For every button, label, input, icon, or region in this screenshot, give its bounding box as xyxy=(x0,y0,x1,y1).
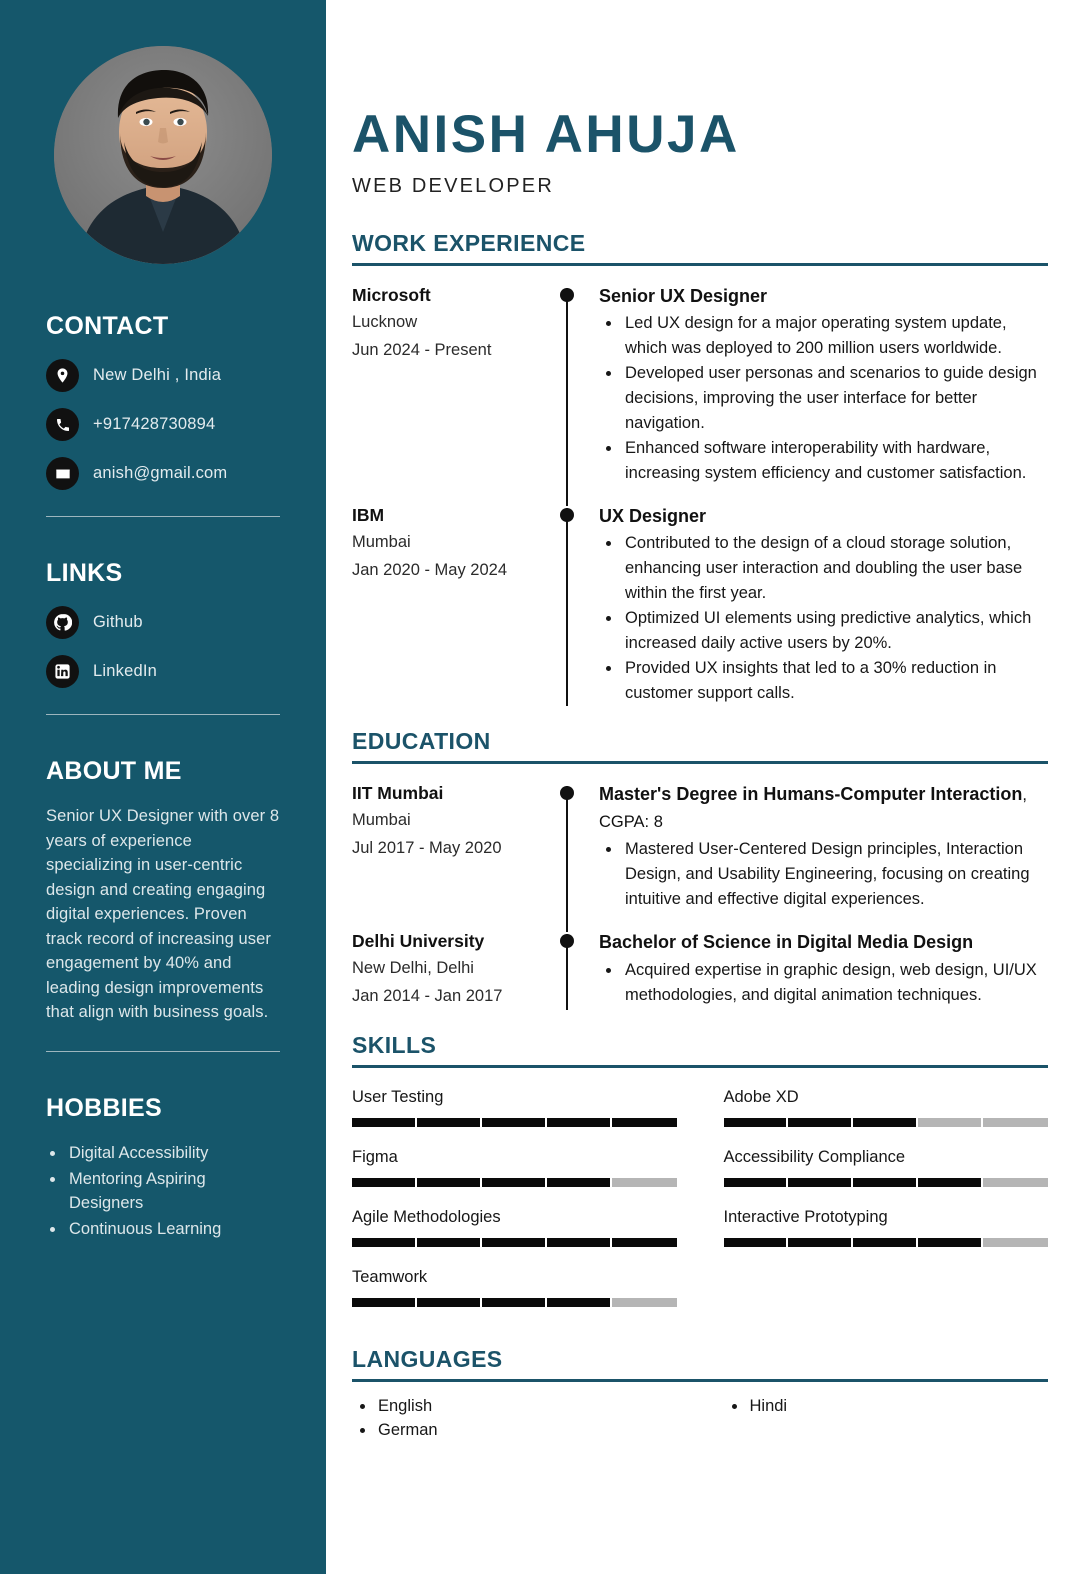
list-item: Contributed to the design of a cloud storage solution, enhancing user interaction and doubling the user base within the first year. xyxy=(599,531,1048,606)
bar-segment xyxy=(983,1178,1048,1187)
timeline-dot-icon xyxy=(560,786,574,800)
bar-segment xyxy=(417,1298,482,1307)
employment-dates: Jan 2020 - May 2024 xyxy=(352,561,508,579)
link-item-linkedin[interactable] xyxy=(46,655,280,688)
job-title: Senior UX Designer xyxy=(599,286,768,306)
bar-segment xyxy=(983,1118,1048,1127)
study-dates: Jul 2017 - May 2020 xyxy=(352,839,502,857)
skill-progress-bar xyxy=(724,1118,1049,1127)
degree-name: Bachelor of Science in Digital Media Design xyxy=(599,932,974,952)
skills-section xyxy=(352,1032,1048,1324)
languages-title: LANGUAGES xyxy=(352,1346,503,1372)
timeline-dot-icon xyxy=(560,508,574,522)
work-experience-title: WORK EXPERIENCE xyxy=(352,230,586,256)
list-item: Continuous Learning xyxy=(46,1217,280,1241)
bar-segment xyxy=(853,1178,918,1187)
list-item: Developed user personas and scenarios to guide design decisions, improving the user interface for better navigation. xyxy=(599,361,1048,436)
entry-right-column xyxy=(597,929,1048,1010)
list-item: Enhanced software interoperability with hardware, increasing system efficiency and customer satisfaction. xyxy=(599,436,1048,486)
bar-segment xyxy=(612,1238,677,1247)
contact-item-location xyxy=(46,359,280,392)
contact-phone-text: +917428730894 xyxy=(93,415,216,433)
hobbies-section-title: HOBBIES xyxy=(46,1093,163,1122)
list-item: English xyxy=(352,1394,677,1418)
skill-teamwork xyxy=(352,1264,677,1307)
bar-segment xyxy=(853,1238,918,1247)
skills-grid xyxy=(352,1084,1048,1324)
company-location: Mumbai xyxy=(352,533,411,551)
main-content xyxy=(326,0,1080,1574)
job-role-subtitle: WEB DEVELOPER xyxy=(352,175,554,197)
bar-segment xyxy=(612,1118,677,1127)
bar-segment xyxy=(482,1298,547,1307)
about-section-title: ABOUT ME xyxy=(46,757,182,785)
school-location: New Delhi, Delhi xyxy=(352,959,474,977)
skill-interactive-prototyping xyxy=(724,1204,1049,1247)
email-icon xyxy=(46,457,79,490)
timeline-dot-icon xyxy=(560,288,574,302)
job-title: UX Designer xyxy=(599,506,707,526)
timeline-line xyxy=(566,786,568,932)
timeline-marker xyxy=(549,781,597,912)
education-entry-iit-mumbai xyxy=(352,781,1048,912)
divider-after-contact xyxy=(46,516,280,517)
bar-segment xyxy=(482,1178,547,1187)
bar-segment xyxy=(788,1238,853,1247)
bar-segment xyxy=(547,1238,612,1247)
list-item: Led UX design for a major operating system update, which was deployed to 200 million users worldwide. xyxy=(599,311,1048,361)
list-item: Digital Accessibility xyxy=(46,1141,280,1165)
timeline-dot-icon xyxy=(560,934,574,948)
bar-segment xyxy=(612,1178,677,1187)
page-title: ANISH AHUJA xyxy=(352,105,740,164)
link-item-github[interactable] xyxy=(46,606,280,639)
bar-segment xyxy=(547,1178,612,1187)
bar-segment xyxy=(853,1118,918,1127)
bar-segment xyxy=(983,1238,1048,1247)
skill-label: Adobe XD xyxy=(723,1088,799,1106)
bar-segment xyxy=(612,1298,677,1307)
location-pin-icon xyxy=(46,359,79,392)
entry-right-column xyxy=(597,283,1048,486)
work-entry-ibm xyxy=(352,503,1048,706)
bar-segment xyxy=(788,1178,853,1187)
skill-progress-bar xyxy=(352,1178,677,1187)
degree-cgpa: , CGPA: 8 xyxy=(599,786,1027,831)
linkedin-icon xyxy=(46,655,79,688)
avatar xyxy=(54,46,272,264)
timeline-line xyxy=(566,508,568,706)
skills-title: SKILLS xyxy=(352,1032,437,1058)
bar-segment xyxy=(547,1118,612,1127)
skill-label: Teamwork xyxy=(352,1268,428,1286)
skill-progress-bar xyxy=(724,1238,1049,1247)
bar-segment xyxy=(918,1238,983,1247)
bar-segment xyxy=(417,1238,482,1247)
list-item: Hindi xyxy=(724,1394,1049,1418)
bar-segment xyxy=(352,1118,417,1127)
company-name: Microsoft xyxy=(352,285,431,305)
bar-segment xyxy=(482,1118,547,1127)
bar-segment xyxy=(918,1178,983,1187)
list-item: German xyxy=(352,1418,677,1442)
bar-segment xyxy=(417,1118,482,1127)
languages-section xyxy=(352,1346,1048,1442)
skill-label: Accessibility Compliance xyxy=(723,1148,906,1166)
section-rule xyxy=(352,263,1048,266)
timeline-line xyxy=(566,288,568,506)
entry-left-column xyxy=(352,781,549,912)
education-detail-list xyxy=(599,837,1048,912)
skill-progress-bar xyxy=(724,1178,1049,1187)
section-rule xyxy=(352,761,1048,764)
education-title: EDUCATION xyxy=(352,728,491,754)
school-name: Delhi University xyxy=(352,931,485,951)
bar-segment xyxy=(352,1298,417,1307)
section-rule xyxy=(352,1379,1048,1382)
entry-left-column xyxy=(352,283,549,486)
section-rule xyxy=(352,1065,1048,1068)
bar-segment xyxy=(918,1118,983,1127)
bar-segment xyxy=(352,1178,417,1187)
company-name: IBM xyxy=(352,505,385,525)
sidebar xyxy=(0,0,326,1574)
bar-segment xyxy=(724,1118,789,1127)
list-item: Mastered User-Centered Design principles, Interaction Design, and Usability Engineering, focusing on creating intuitive and effective digital experiences. xyxy=(599,837,1048,912)
languages-left-column xyxy=(352,1394,677,1442)
timeline-marker xyxy=(549,929,597,1010)
bar-segment xyxy=(352,1238,417,1247)
list-item: Acquired expertise in graphic design, web design, UI/UX methodologies, and digital animation techniques. xyxy=(599,958,1048,1008)
bar-segment xyxy=(788,1118,853,1127)
bar-segment xyxy=(547,1298,612,1307)
skill-progress-bar xyxy=(352,1298,677,1307)
languages-grid xyxy=(352,1394,1048,1442)
bar-segment xyxy=(482,1238,547,1247)
contact-section-title: CONTACT xyxy=(46,312,169,340)
degree-title xyxy=(599,929,1048,956)
education-entry-delhi-university xyxy=(352,929,1048,1010)
phone-icon xyxy=(46,408,79,441)
timeline-marker xyxy=(549,283,597,486)
contact-location-text: New Delhi , India xyxy=(93,366,222,384)
skill-figma xyxy=(352,1144,677,1187)
education-section xyxy=(352,728,1048,1010)
list-item: Optimized UI elements using predictive analytics, which increased daily active users by 20%. xyxy=(599,606,1048,656)
study-dates: Jan 2014 - Jan 2017 xyxy=(352,987,503,1005)
work-experience-section xyxy=(352,230,1048,706)
skill-progress-bar xyxy=(352,1118,677,1127)
degree-title xyxy=(599,781,1048,835)
contact-email-text: anish@gmail.com xyxy=(93,464,228,482)
languages-right-column xyxy=(724,1394,1049,1442)
divider-after-links xyxy=(46,714,280,715)
link-github-text[interactable]: Github xyxy=(93,613,143,631)
skill-label: Figma xyxy=(352,1148,398,1166)
entry-left-column xyxy=(352,503,549,706)
list-item: Mentoring Aspiring Designers xyxy=(46,1167,280,1215)
entry-right-column xyxy=(597,503,1048,706)
school-name: IIT Mumbai xyxy=(352,783,444,803)
skill-agile-methodologies xyxy=(352,1204,677,1247)
skill-progress-bar xyxy=(352,1238,677,1247)
skill-label: Agile Methodologies xyxy=(352,1208,501,1226)
bar-segment xyxy=(724,1238,789,1247)
employment-dates: Jun 2024 - Present xyxy=(352,341,492,359)
skill-adobe-xd xyxy=(724,1084,1049,1127)
github-icon xyxy=(46,606,79,639)
company-location: Lucknow xyxy=(352,313,418,331)
work-entry-microsoft xyxy=(352,283,1048,486)
entry-left-column xyxy=(352,929,549,1010)
contact-item-email xyxy=(46,457,280,490)
bar-segment xyxy=(417,1178,482,1187)
profile-photo xyxy=(54,46,272,264)
hobbies-list xyxy=(46,1141,280,1241)
link-linkedin-text[interactable]: LinkedIn xyxy=(93,662,157,680)
timeline-marker xyxy=(549,503,597,706)
responsibility-list xyxy=(599,311,1048,486)
about-me-text: Senior UX Designer with over 8 years of experience specializing in user-centric design and creating engaging digital experiences. Proven track record of increasing user engagement by 40% and leading design improvements that align with business goals. xyxy=(46,807,280,1021)
list-item: Provided UX insights that led to a 30% reduction in customer support calls. xyxy=(599,656,1048,706)
skill-label: User Testing xyxy=(352,1088,444,1106)
entry-right-column xyxy=(597,781,1048,912)
responsibility-list xyxy=(599,531,1048,706)
skill-user-testing xyxy=(352,1084,677,1127)
divider-after-about xyxy=(46,1051,280,1052)
education-detail-list xyxy=(599,958,1048,1008)
degree-name: Master's Degree in Humans-Computer Interaction xyxy=(599,784,1023,804)
contact-item-phone xyxy=(46,408,280,441)
skill-accessibility-compliance xyxy=(724,1144,1049,1187)
school-location: Mumbai xyxy=(352,811,411,829)
links-section-title: LINKS xyxy=(46,559,123,587)
skill-label: Interactive Prototyping xyxy=(723,1208,888,1226)
bar-segment xyxy=(724,1178,789,1187)
